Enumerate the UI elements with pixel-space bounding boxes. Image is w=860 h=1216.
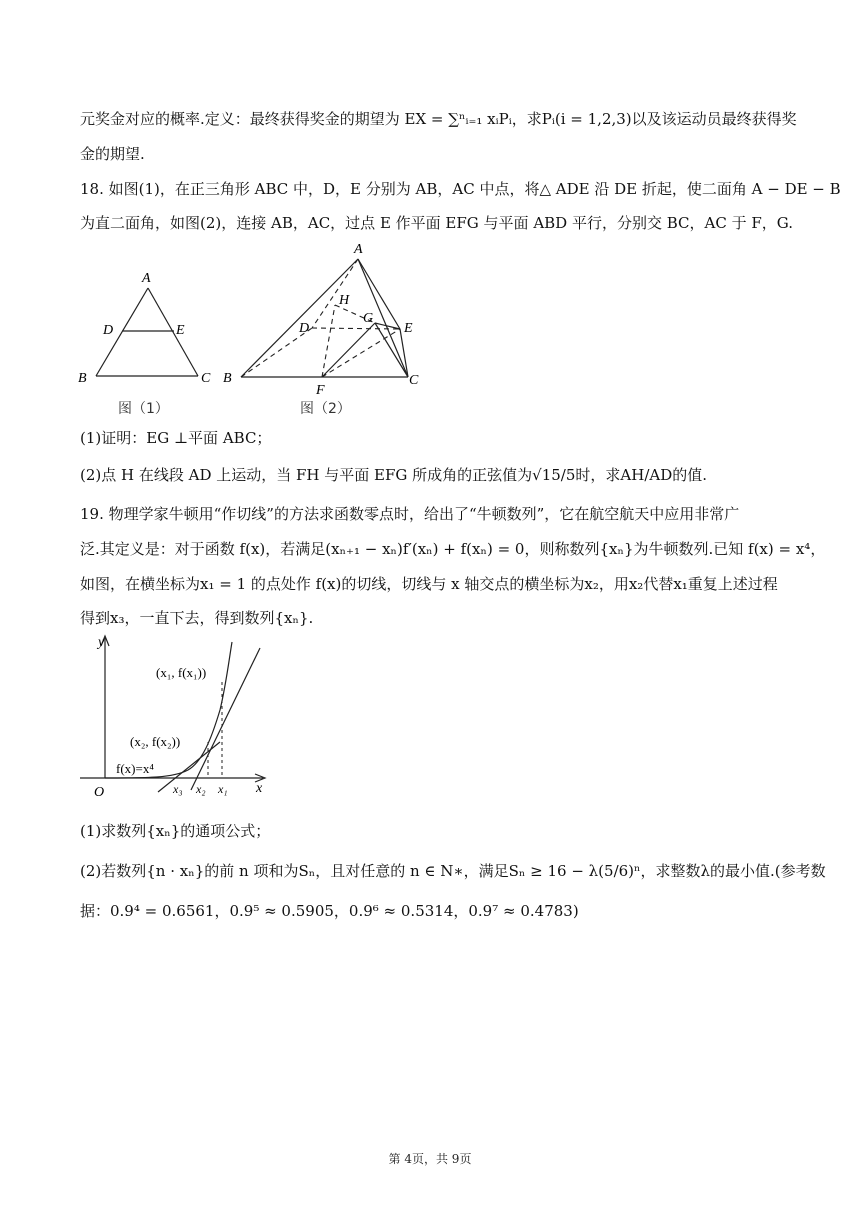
q19-part-2-line-1: (2)若数列{n · xₙ}的前 n 项和为Sₙ，且对任意的 n ∈ N∗，满足Sₙ ≥ 16 − λ(5/6)ⁿ，求整数λ的最小值.(参考数 [80,862,826,880]
q19-text-line-1: 19. 物理学家牛顿用“作切线”的方法求函数零点时，给出了“牛顿数列”，它在航空航天中应用非常广 [80,505,740,523]
q17-text-line-1: 元奖金对应的概率.定义：最终获得奖金的期望为 EX = ∑ⁿᵢ₌₁ xᵢPᵢ，求Pᵢ(i = 1,2,3)以及该运动员最终获得奖 [80,110,797,128]
q17-text-line-2: 金的期望. [80,145,145,163]
triangle-figure-1 [70,262,230,422]
q19-part-1: (1)求数列{xₙ}的通项公式； [80,822,271,840]
fig3-label-function: f(x)=x⁴ [116,761,154,776]
q19-text-line-3: 如图，在横坐标为x₁ = 1 的点处作 f(x)的切线，切线与 x 轴交点的横坐标为x₂，用x₂代替x₁重复上述过程 [80,575,778,593]
fig2-label-b: B [223,371,232,386]
fig1-label-c: C [201,371,211,386]
newton-tangent-figure [78,630,278,805]
page-footer: 第 4页，共 9页 [388,1152,472,1166]
fig3-label-point-1: (x₁, f(x₁)) [156,665,207,680]
fig1-label-e: E [176,323,185,338]
fig3-label-x: x [256,781,263,796]
q18-part-2: (2)点 H 在线段 AD 上运动，当 FH 与平面 EFG 所成角的正弦值为√15/5时，求AH/AD的值. [80,466,707,484]
q19-text-line-2: 泛.其定义是：对于函数 f(x)，若满足(xₙ₊₁ − xₙ)f′(xₙ) + f(xₙ) = 0，则称数列{xₙ}为牛顿数列.已知 f(x) = x⁴， [80,540,826,558]
fig1-caption: 图（1） [118,401,169,417]
fig2-label-a: A [354,242,363,257]
fig3-label-x3: x₃ [173,782,183,796]
fig2-label-h: H [339,293,350,308]
fig1-label-d: D [103,323,114,338]
fig3-label-origin: O [94,785,105,800]
fig2-caption: 图（2） [300,401,351,417]
q18-part-1: (1)证明：EG ⊥平面 ABC； [80,429,272,447]
q19-part-2-line-2: 据：0.9⁴ = 0.6561，0.9⁵ ≈ 0.5905，0.9⁶ ≈ 0.5314，0.9⁷ ≈ 0.4783) [80,902,579,920]
fig3-label-y: y [98,635,105,650]
fig2-label-g: G [363,311,374,326]
q18-text-line-1: 18. 如图(1)，在正三角形 ABC 中，D，E 分别为 AB，AC 中点，将△ ADE 沿 DE 折起，使二面角 A − DE − B [80,180,841,198]
fig3-label-x2: x₂ [196,782,206,796]
fig2-label-c: C [409,373,419,388]
fig1-label-b: B [78,371,87,386]
fig2-label-f: F [316,383,325,398]
q19-text-line-4: 得到x₃，一直下去，得到数列{xₙ}. [80,609,314,627]
q18-text-line-2: 为直二面角，如图(2)，连接 AB，AC，过点 E 作平面 EFG 与平面 ABD 平行，分别交 BC，AC 于 F，G. [80,214,793,232]
fig3-label-point-2: (x₂, f(x₂)) [130,734,181,749]
solid-figure-2 [215,238,430,422]
fig1-label-a: A [142,271,151,286]
fig2-label-e: E [404,321,413,336]
fig2-label-d: D [299,321,310,336]
fig3-label-x1: x₁ [218,782,228,796]
